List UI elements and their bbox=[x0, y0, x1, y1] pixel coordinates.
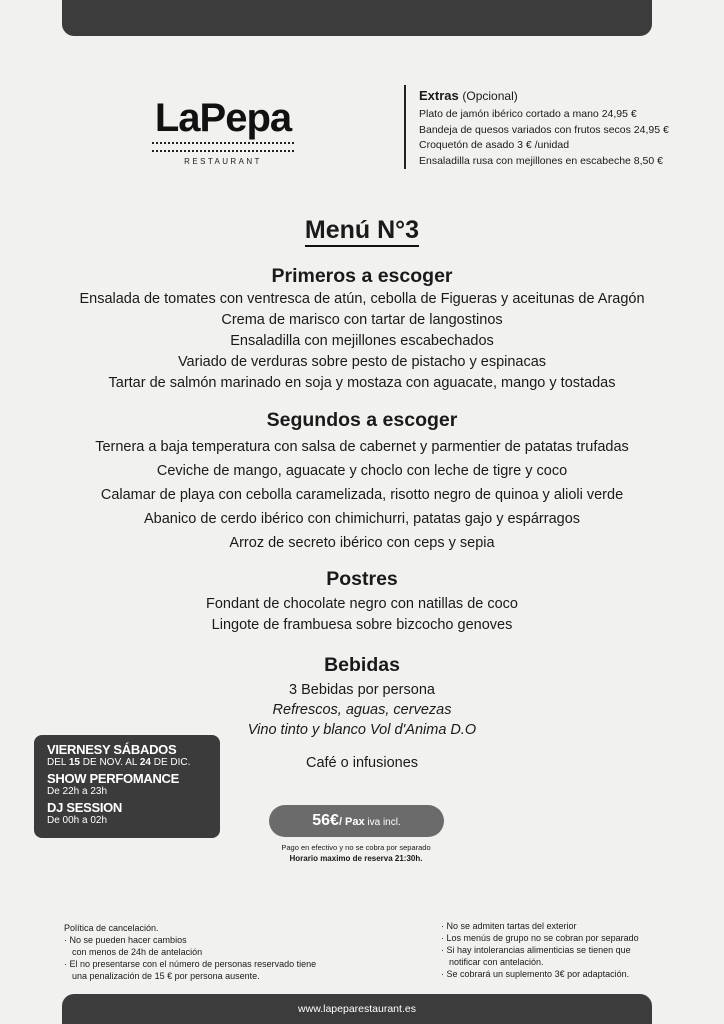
price-badge bbox=[269, 805, 444, 837]
primeros-section bbox=[0, 263, 724, 394]
reservation-note: Horario maximo de reserva 21:30h. bbox=[289, 854, 423, 863]
group-notes bbox=[441, 920, 691, 980]
drinks-line: Café o infusiones bbox=[305, 755, 419, 771]
top-bar bbox=[62, 0, 652, 36]
extras-title: Extras bbox=[419, 88, 459, 103]
extras-qualifier: (Opcional) bbox=[462, 89, 518, 103]
payment-note: Pago en efectivo y no se cobra por separado bbox=[281, 843, 431, 852]
policy-line: una penalización de 15 € por persona ausente. bbox=[72, 971, 260, 981]
payment-notes bbox=[200, 842, 512, 864]
extras-item: Ensaladilla rusa con mejillones en escabeche 8,50 € bbox=[419, 154, 663, 167]
promo-dj: DJ SESSION bbox=[47, 800, 123, 815]
menu-title bbox=[0, 212, 724, 248]
section-title: Postres bbox=[326, 568, 398, 590]
policy-line: con menos de 24h de antelación bbox=[72, 947, 203, 957]
dish-item: Crema de marisco con tartar de langostinos bbox=[221, 312, 503, 328]
logo-subtitle: RESTAURANT bbox=[184, 157, 262, 166]
postres-section bbox=[0, 566, 724, 636]
promo-days: VIERNESY SÁBADOS bbox=[47, 742, 177, 757]
drinks-line: 3 Bebidas por persona bbox=[289, 682, 435, 698]
rope-divider-icon bbox=[152, 142, 294, 152]
policy-line: · No se pueden hacer cambios bbox=[64, 935, 187, 945]
note-line: · No se admiten tartas del exterior bbox=[441, 921, 577, 931]
price-amount: 56€ bbox=[312, 812, 339, 829]
note-line: · Se cobrará un suplemento 3€ por adaptación. bbox=[441, 969, 630, 979]
cancellation-policy bbox=[64, 922, 364, 982]
logo-name: LaPepa bbox=[154, 96, 292, 140]
dish-item: Calamar de playa con cebolla caramelizada, risotto negro de quinoa y alioli verde bbox=[100, 487, 624, 503]
dish-item: Abanico de cerdo ibérico con chimichurri, patatas gajo y espárragos bbox=[143, 511, 581, 527]
promo-dates: DEL 15 DE NOV. AL 24 DE DIC. bbox=[47, 757, 191, 768]
promo-show-time: De 22h a 23h bbox=[47, 786, 108, 797]
dish-item: Ensalada de tomates con ventresca de atún, cebolla de Figueras y aceitunas de Aragón bbox=[79, 291, 645, 307]
note-line: · Si hay intolerancias alimenticias se tienen que bbox=[441, 945, 631, 955]
dish-item: Arroz de secreto ibérico con ceps y sepia bbox=[229, 535, 495, 551]
dish-item: Ceviche de mango, aguacate y choclo con leche de tigre y coco bbox=[156, 463, 568, 479]
extras-item: Plato de jamón ibérico cortado a mano 24,95 € bbox=[419, 108, 637, 120]
note-line: notificar con antelación. bbox=[449, 957, 544, 967]
policy-line: · El no presentarse con el número de personas reservado tiene bbox=[64, 959, 317, 969]
dish-item: Variado de verduras sobre pesto de pistacho y espinacas bbox=[177, 354, 547, 370]
extras-item: Croquetón de asado 3 € /unidad bbox=[419, 139, 570, 151]
dish-item: Ternera a baja temperatura con salsa de cabernet y parmentier de patatas trufadas bbox=[95, 439, 629, 455]
footer-bar bbox=[62, 994, 652, 1024]
section-title: Primeros a escoger bbox=[271, 265, 453, 287]
event-promo-box bbox=[34, 735, 220, 838]
restaurant-logo bbox=[138, 96, 308, 166]
note-line: · Los menús de grupo no se cobran por separado bbox=[441, 933, 639, 943]
extras-box bbox=[404, 85, 689, 169]
drinks-line: Refrescos, aguas, cervezas bbox=[272, 702, 452, 718]
price-unit: / Pax bbox=[338, 816, 365, 828]
segundos-section bbox=[0, 407, 724, 555]
extras-heading bbox=[419, 85, 689, 107]
price-tax: iva incl. bbox=[364, 817, 401, 828]
drinks-line: Vino tinto y blanco Vol d'Anima D.O bbox=[247, 722, 477, 738]
section-title: Segundos a escoger bbox=[266, 409, 458, 431]
website-link[interactable]: www.lapeparestaurant.es bbox=[298, 1003, 416, 1015]
dish-item: Fondant de chocolate negro con natillas de coco bbox=[206, 596, 518, 612]
promo-show: SHOW PERFOMANCE bbox=[47, 771, 180, 786]
dish-item: Tartar de salmón marinado en soja y mostaza con aguacate, mango y tostadas bbox=[108, 375, 616, 391]
dish-item: Lingote de frambuesa sobre bizcocho genoves bbox=[211, 617, 513, 633]
dish-item: Ensaladilla con mejillones escabechados bbox=[230, 333, 494, 349]
extras-item: Bandeja de quesos variados con frutos secos 24,95 € bbox=[419, 123, 669, 136]
promo-dj-time: De 00h a 02h bbox=[47, 815, 108, 826]
menu-title-text: Menú N°3 bbox=[305, 216, 419, 247]
cancellation-title: Política de cancelación. bbox=[64, 923, 159, 933]
section-title: Bebidas bbox=[324, 654, 400, 676]
